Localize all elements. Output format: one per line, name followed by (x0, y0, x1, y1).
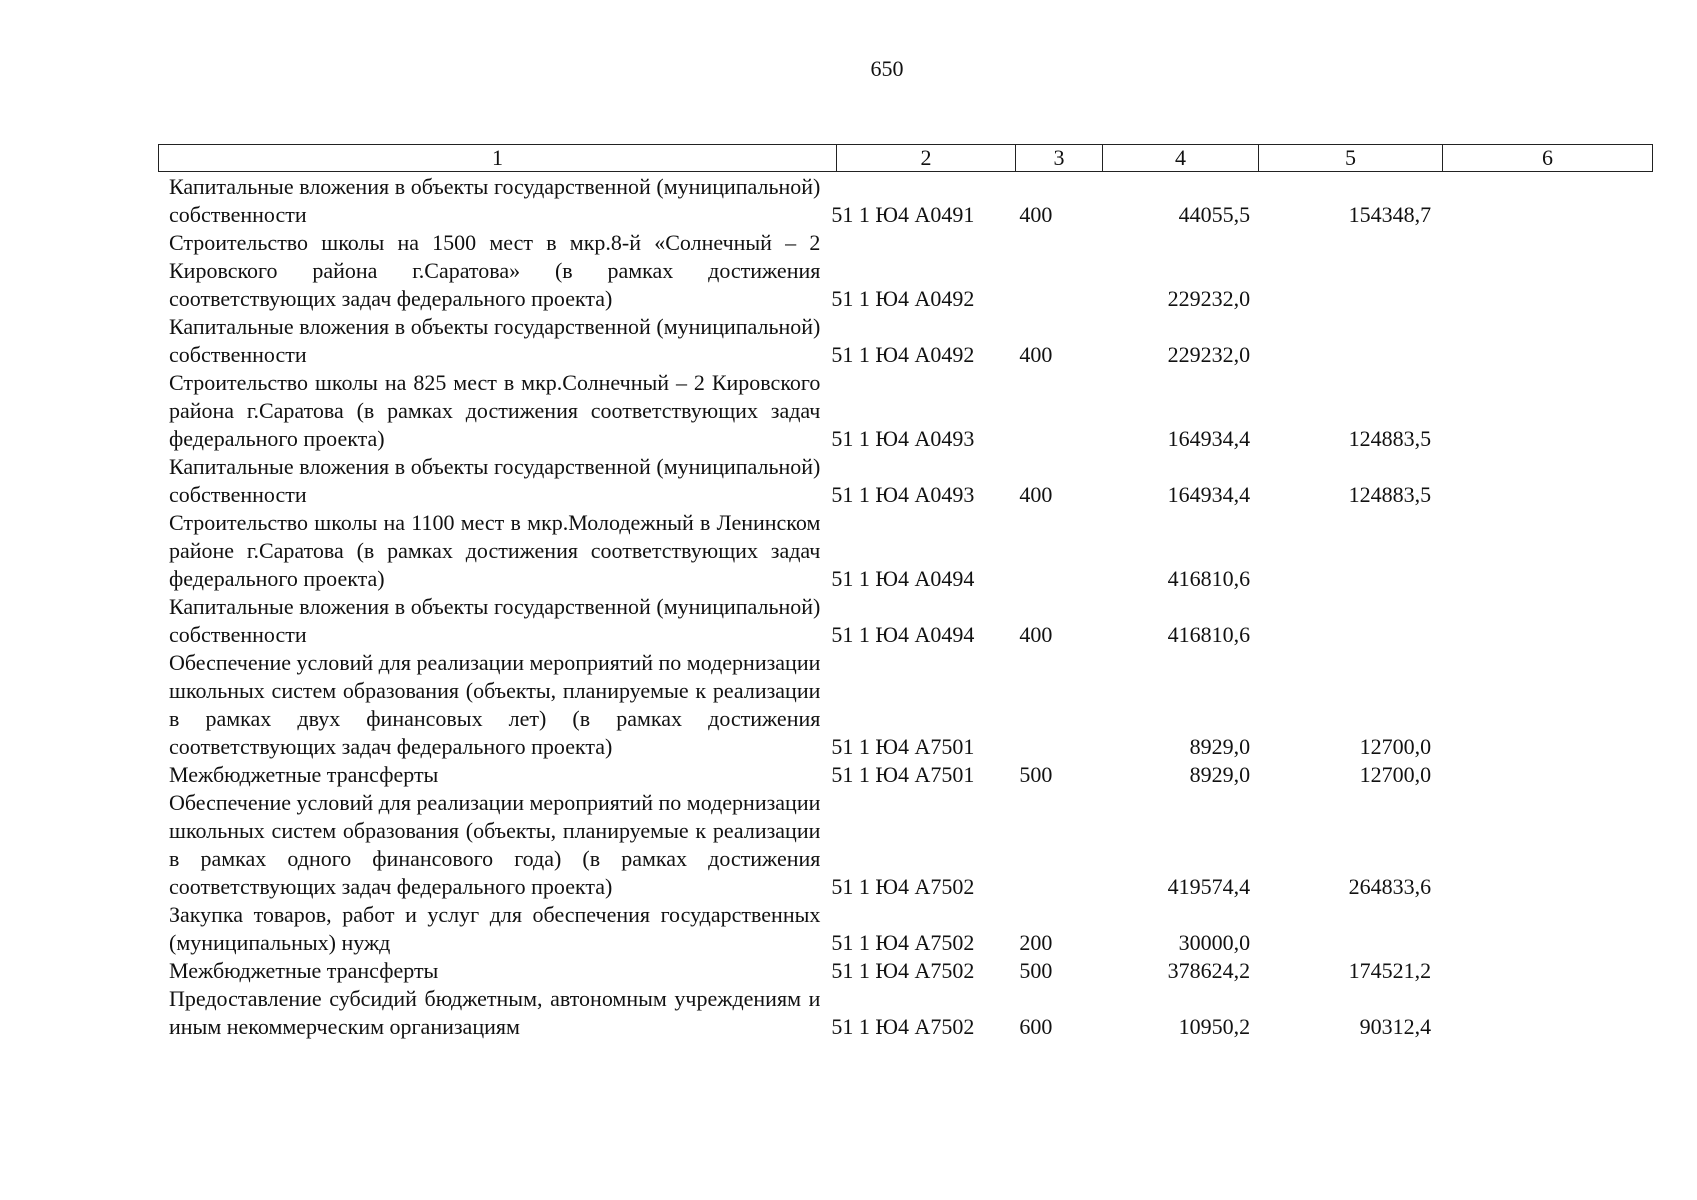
page-number: 650 (870, 56, 904, 81)
row-code: 51 1 Ю4 А0491 (831, 202, 975, 227)
table-row (158, 761, 1652, 789)
row-type: 400 (1019, 622, 1053, 647)
row-code: 51 1 Ю4 А7501 (831, 762, 975, 787)
table-row (158, 957, 1652, 985)
row-code: 51 1 Ю4 А0494 (831, 566, 975, 591)
row-code: 51 1 Ю4 А0492 (831, 286, 975, 311)
row-description: Капитальные вложения в объекты государственной (муниципальной) собственности (169, 174, 821, 227)
column-header-2: 2 (837, 145, 1016, 172)
row-description: Обеспечение условий для реализации мероприятий по модернизации школьных систем образования (объекты, планируемые к реализации в рамках одного финансового года) (в рамках достижения соответствующих задач федерального проекта) (169, 790, 821, 899)
row-type: 500 (1019, 762, 1053, 787)
row-description: Капитальные вложения в объекты государственной (муниципальной) собственности (169, 314, 821, 367)
row-description: Капитальные вложения в объекты государственной (муниципальной) собственности (169, 454, 821, 507)
row-value-4: 419574,4 (1167, 874, 1251, 899)
table-row (158, 509, 1652, 593)
row-description: Предоставление субсидий бюджетным, автономным учреждениям и иным некоммерческим организациям (169, 986, 821, 1039)
row-value-4: 229232,0 (1167, 342, 1251, 367)
row-description: Межбюджетные трансферты (169, 762, 439, 787)
table-row (158, 369, 1652, 453)
row-code: 51 1 Ю4 А7501 (831, 734, 975, 759)
row-value-4: 229232,0 (1167, 286, 1251, 311)
column-header-5: 5 (1259, 145, 1443, 172)
row-value-4: 30000,0 (1178, 930, 1251, 955)
row-value-4: 164934,4 (1167, 426, 1251, 451)
row-value-4: 416810,6 (1167, 566, 1251, 591)
row-value-5: 124883,5 (1348, 426, 1432, 451)
row-code: 51 1 Ю4 А0494 (831, 622, 975, 647)
row-description: Строительство школы на 1100 мест в мкр.Молодежный в Ленинском районе г.Саратова (в рамках достижения соответствующих задач федерального проекта) (169, 510, 821, 591)
table-row (158, 229, 1652, 313)
row-value-5: 12700,0 (1359, 734, 1432, 759)
row-type: 400 (1019, 202, 1053, 227)
table-row (158, 789, 1652, 901)
row-description: Строительство школы на 825 мест в мкр.Солнечный – 2 Кировского района г.Саратова (в рамках достижения соответствующих задач федерального проекта) (169, 370, 821, 451)
row-description: Обеспечение условий для реализации мероприятий по модернизации школьных систем образования (объекты, планируемые к реализации в рамках двух финансовых лет) (в рамках достижения соответствующих задач федерального проекта) (169, 650, 821, 759)
table-row (158, 593, 1652, 649)
row-value-5: 124883,5 (1348, 482, 1432, 507)
row-value-4: 44055,5 (1178, 202, 1251, 227)
column-header-4: 4 (1103, 145, 1259, 172)
table-row (158, 313, 1652, 369)
budget-table-body (158, 173, 1652, 1041)
row-code: 51 1 Ю4 А7502 (831, 1014, 975, 1039)
row-code: 51 1 Ю4 А7502 (831, 958, 975, 983)
column-header-3: 3 (1016, 145, 1103, 172)
table-row (158, 901, 1652, 957)
row-value-4: 416810,6 (1167, 622, 1251, 647)
row-code: 51 1 Ю4 А7502 (831, 874, 975, 899)
row-value-4: 8929,0 (1189, 734, 1251, 759)
row-description: Межбюджетные трансферты (169, 958, 439, 983)
row-type: 400 (1019, 342, 1053, 367)
row-code: 51 1 Ю4 А7502 (831, 930, 975, 955)
row-description: Закупка товаров, работ и услуг для обеспечения государственных (муниципальных) нужд (169, 902, 821, 955)
row-type: 600 (1019, 1014, 1053, 1039)
row-value-5: 90312,4 (1359, 1014, 1432, 1039)
row-value-4: 8929,0 (1189, 762, 1251, 787)
row-value-5: 264833,6 (1348, 874, 1432, 899)
row-value-5: 174521,2 (1348, 958, 1432, 983)
row-description: Строительство школы на 1500 мест в мкр.8-й «Солнечный – 2 Кировского района г.Саратова» (в рамках достижения соответствующих задач федерального проекта) (169, 230, 821, 311)
row-code: 51 1 Ю4 А0493 (831, 426, 975, 451)
column-header-6: 6 (1443, 145, 1653, 172)
row-type: 500 (1019, 958, 1053, 983)
row-type: 200 (1019, 930, 1053, 955)
row-value-4: 378624,2 (1167, 958, 1251, 983)
row-value-5: 12700,0 (1359, 762, 1432, 787)
column-header-row (158, 144, 1653, 172)
column-header-1: 1 (159, 145, 837, 172)
row-value-5: 154348,7 (1348, 202, 1432, 227)
row-description: Капитальные вложения в объекты государственной (муниципальной) собственности (169, 594, 821, 647)
table-row (158, 173, 1652, 229)
row-value-4: 10950,2 (1178, 1014, 1251, 1039)
row-type: 400 (1019, 482, 1053, 507)
row-code: 51 1 Ю4 А0492 (831, 342, 975, 367)
table-row (158, 649, 1652, 761)
row-code: 51 1 Ю4 А0493 (831, 482, 975, 507)
row-value-4: 164934,4 (1167, 482, 1251, 507)
table-row (158, 453, 1652, 509)
table-row (158, 985, 1652, 1041)
